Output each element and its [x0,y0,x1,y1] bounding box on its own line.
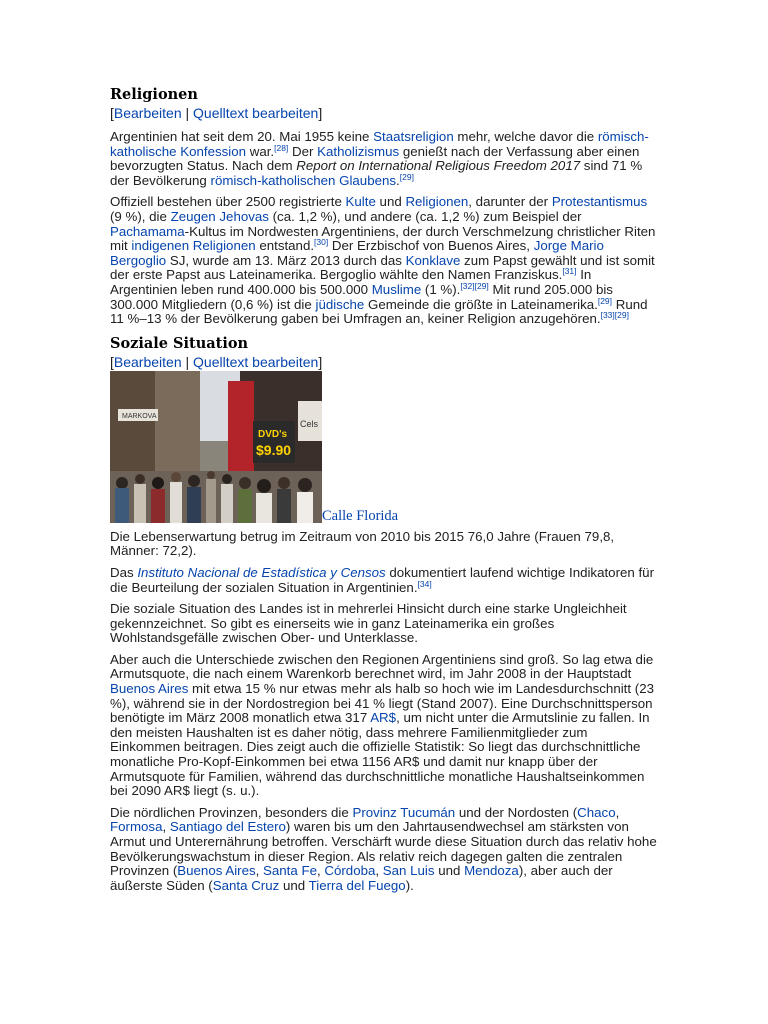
link-cordoba[interactable]: Córdoba [324,863,376,879]
edit-link[interactable]: Bearbeiten [113,105,182,121]
report-title: Report on International Religious Freedom 2017 [296,158,581,174]
link-ars[interactable]: AR$ [370,710,397,726]
edit-links-religion: [Bearbeiten | Quelltext bearbeiten] [110,105,323,121]
link-pachamama[interactable]: Pachamama [110,223,185,239]
link-zeugen-jehovas[interactable]: Zeugen Jehovas [170,208,269,224]
section-heading-social: Soziale Situation [110,334,249,352]
paragraph-social-5: Die nördlichen Provinzen, besonders die Provinz Tucumán und der Nordosten (Chaco, Formosa, Santiago del Estero) waren bis um den Jahrtausendwechsel am stärksten von Armut und Unterernährung betroffen. Verschärft wurde diese Situation durch das relativ hohe Bevölkerungswachstum in dieser Region. Als relativ reich dagegen galten die zentralen Provinzen (Buenos Aires, Santa Fe, Córdoba, San Luis und Mendoza), aber auch der äußerste Süden (Santa Cruz und Tierra del Fuego). [110,804,657,893]
link-indec[interactable]: Instituto Nacional de Estadística y Censos [137,564,386,580]
link-mendoza[interactable]: Mendoza [464,863,519,879]
footnote-ref: [29] [597,295,613,306]
link-chaco[interactable]: Chaco [577,804,616,820]
link-santiago-del-estero[interactable]: Santiago del Estero [169,819,286,835]
street-scene-image [110,371,322,523]
footnote-ref: [28] [274,142,289,153]
paragraph-social-2: Das Instituto Nacional de Estadística y Censos dokumentiert laufend wichtige Indikatoren für die Beurteilung der sozialen Situation in Argentinien.[34] [110,564,654,595]
footnote-ref: [34] [417,578,432,589]
footnote-ref: [31] [562,266,577,277]
section-heading-religion: Religionen [110,86,198,103]
link-san-luis[interactable]: San Luis [382,863,435,879]
link-jorge-mario-bergoglio[interactable]: Jorge Mario Bergoglio [110,238,604,268]
paragraph-social-4: Aber auch die Unterschiede zwischen den Regionen Argentiniens sind groß. So lag etwa die Armutsquote, die nach einem Warenkorb berechnet wird, im Jahr 2008 in der Hauptstadt Buenos Aires mit etwa 15 % nur etwas mehr als halb so hoch wie im Landesdurchschnitt (23 %), während sie in der Nordostregion bei 41 % liegt (Stand 2007). Eine Durchschnittsperson benötigte im März 2008 monatlich etwa 317 AR$, um nicht unter die Armutslinie zu fallen. In den meisten Haushalten ist es daher nötig, dass mehrere Familienmitglieder zum Einkommen beitragen. Dies zeigt auch die offizielle Statistik: So liegt das durchschnittliche monatliche Pro-Kopf-Einkommen bei etwa 1156 AR$ und damit nur knapp über der Armutsquote für Familien, während das durchschnittliche monatliche Haushaltseinkommen bei 2090 AR$ liegt (s. u.). [110,651,654,799]
link-santa-cruz[interactable]: Santa Cruz [212,877,280,893]
link-juedische[interactable]: jüdische [315,296,365,312]
link-indigene-religionen[interactable]: indigenen Religionen [131,238,256,254]
link-formosa[interactable]: Formosa [110,819,163,835]
footnote-ref: [32][29] [460,280,489,291]
edit-link[interactable]: Bearbeiten [113,353,182,370]
article-content [110,86,658,900]
link-religionen[interactable]: Religionen [405,194,469,210]
sign-markova: MARKOVA [122,412,157,420]
sign-price: $9.90 [256,441,292,458]
link-protestantismus[interactable]: Protestantismus [551,194,648,210]
sign-cels: Cels [300,418,319,429]
figure-calle-florida [110,371,658,523]
figure-caption[interactable]: Calle Florida [322,507,399,524]
footnote-ref: [30] [314,237,329,248]
edit-source-link[interactable]: Quelltext bearbeiten [193,353,319,370]
link-katholizismus[interactable]: Katholizismus [317,143,400,159]
link-tierra-del-fuego[interactable]: Tierra del Fuego [308,877,406,893]
link-roemisch-katholischen-glaubens[interactable]: römisch-katholischen Glaubens [210,172,397,188]
link-konklave[interactable]: Konklave [405,252,461,268]
link-santa-fe[interactable]: Santa Fe [263,863,317,879]
paragraph-religion-1: Argentinien hat seit dem 20. Mai 1955 keine Staatsreligion mehr, welche davor die römisch-katholische Konfession war.[28] Der Katholizismus genießt nach der Verfassung aber einen bevorzugten Status. Nach dem Report on International Religious Freedom 2017 sind 71 % der Bevölkerung römisch-katholischen Glaubens.[29] [110,129,649,188]
link-staatsreligion[interactable]: Staatsreligion [373,129,454,144]
calle-florida-photo[interactable] [110,371,322,523]
footnote-ref: [29] [399,171,414,182]
link-muslime[interactable]: Muslime [371,281,422,297]
edit-links-social: [Bearbeiten | Quelltext bearbeiten] [110,353,323,370]
link-provinz-tucuman[interactable]: Provinz Tucumán [352,804,456,820]
sign-dvds: DVD's [258,428,288,440]
link-buenos-aires-province[interactable]: Buenos Aires [177,863,256,879]
link-kulte[interactable]: Kulte [345,194,376,210]
paragraph-social-1: Die Lebenserwartung betrug im Zeitraum von 2010 bis 2015 76,0 Jahre (Frauen 79,8, Männer: 72,2). [110,528,615,559]
paragraph-social-3: Die soziale Situation des Landes ist in mehrerlei Hinsicht durch eine starke Ungleichheit gekennzeichnet. So gibt es einerseits wie in ganz Lateinamerika ein großes Wohlstandsgefälle zwischen Ober- und Unterklasse. [110,601,627,646]
link-roemisch-katholische-konfession[interactable]: römisch-katholische Konfession [110,129,649,159]
paragraph-religion-2: Offiziell bestehen über 2500 registrierte Kulte und Religionen, darunter der Protestantismus (9 %), die Zeugen Jehovas (ca. 1,2 %), und andere (ca. 1,2 %) zum Beispiel der Pachamama-Kultus im Nordwesten Argentiniens, der durch Verschmelzung christlicher Riten mit indigenen Religionen entstand.[30] Der Erzbischof von Buenos Aires, Jorge Mario Bergoglio SJ, wurde am 13. März 2013 durch das Konklave zum Papst gewählt und ist somit der erste Papst aus Lateinamerika. Bergoglio wählte den Namen Franziskus.[31] In Argentinien leben rund 400.000 bis 500.000 Muslime (1 %).[32][29] Mit rund 205.000 bis 300.000 Mitgliedern (0,6 %) ist die jüdische Gemeinde die größte in Lateinamerika.[29] Rund 11 %–13 % der Bevölkerung gaben bei Umfragen an, keiner Religion anzugehören.[33][29] [110,194,656,327]
footnote-ref: [33][29] [600,310,629,321]
edit-source-link[interactable]: Quelltext bearbeiten [193,105,319,121]
link-buenos-aires[interactable]: Buenos Aires [110,681,189,697]
